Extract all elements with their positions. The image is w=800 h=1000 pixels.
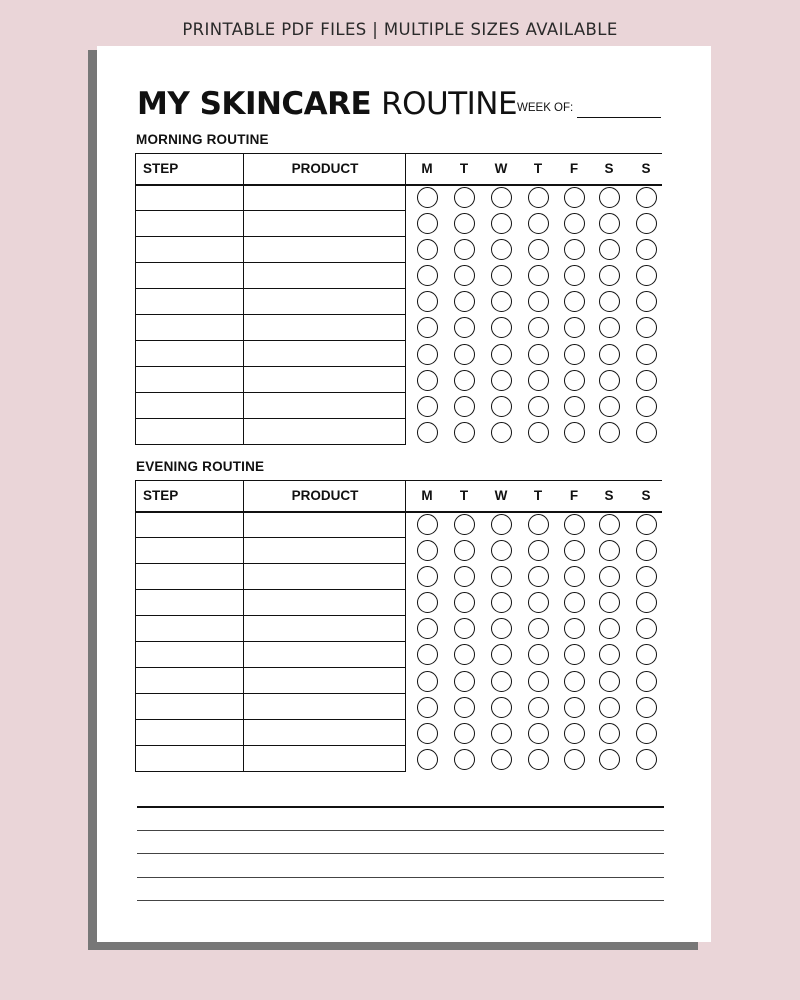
evening-checkbox-row [415,566,665,592]
planner-sheet [97,46,711,942]
morning-day-checkbox[interactable] [491,265,512,286]
evening-checkbox-row [415,671,665,697]
evening-day-checkbox[interactable] [564,592,585,613]
evening-day-checkbox[interactable] [528,540,549,561]
morning-day-checkbox[interactable] [454,396,475,417]
table-row [136,341,405,367]
evening-day-checkbox[interactable] [564,618,585,639]
morning-day-checkbox[interactable] [454,317,475,338]
evening-day-header: F [569,488,579,503]
evening-day-checkbox[interactable] [491,749,512,770]
morning-checkbox-row [415,213,665,239]
evening-day-checkbox[interactable] [599,514,620,535]
morning-product-cell[interactable] [244,393,406,418]
title-light: ROUTINE [381,86,518,122]
morning-day-checkbox[interactable] [564,265,585,286]
evening-product-cell[interactable] [244,538,406,563]
evening-checkbox-grid [415,514,665,775]
evening-day-header: T [533,488,543,503]
morning-day-checkbox[interactable] [491,239,512,260]
evening-day-checkbox[interactable] [491,671,512,692]
morning-day-checkbox[interactable] [491,422,512,443]
evening-table-header [135,480,662,513]
evening-day-checkbox[interactable] [636,540,657,561]
evening-step-cell[interactable] [136,668,244,693]
morning-day-checkbox[interactable] [491,396,512,417]
morning-product-cell[interactable] [244,237,406,262]
evening-day-checkbox[interactable] [454,566,475,587]
evening-day-header: S [641,488,651,503]
morning-day-header: M [421,161,433,176]
evening-day-checkbox[interactable] [417,697,438,718]
evening-day-checkbox[interactable] [564,749,585,770]
table-row [136,185,405,211]
morning-product-cell[interactable] [244,367,406,392]
morning-day-header: F [569,161,579,176]
morning-day-checkbox[interactable] [528,396,549,417]
evening-day-checkbox[interactable] [528,592,549,613]
notes-line[interactable] [137,877,664,878]
morning-day-checkbox[interactable] [417,422,438,443]
morning-checkbox-row [415,187,665,213]
evening-day-checkbox[interactable] [564,566,585,587]
morning-product-cell[interactable] [244,263,406,288]
evening-day-checkbox[interactable] [636,749,657,770]
morning-product-cell[interactable] [244,341,406,366]
evening-product-cell[interactable] [244,512,406,537]
morning-day-checkbox[interactable] [599,213,620,234]
evening-day-checkbox[interactable] [636,592,657,613]
morning-table-header [135,153,662,186]
table-row [136,720,405,746]
evening-day-checkbox[interactable] [636,514,657,535]
evening-product-header: PRODUCT [291,488,359,503]
evening-step-cell[interactable] [136,642,244,667]
evening-day-checkbox[interactable] [528,749,549,770]
morning-step-cell[interactable] [136,289,244,314]
evening-step-cell[interactable] [136,590,244,615]
table-row [136,393,405,419]
morning-day-checkbox[interactable] [528,187,549,208]
evening-routine-title: EVENING ROUTINE [136,459,265,474]
table-row [136,564,405,590]
evening-day-checkbox[interactable] [636,618,657,639]
morning-product-cell[interactable] [244,289,406,314]
morning-day-checkbox[interactable] [454,370,475,391]
notes-line[interactable] [137,806,664,808]
morning-checkbox-row [415,239,665,265]
morning-checkbox-row [415,422,665,448]
morning-checkbox-row [415,396,665,422]
morning-day-checkbox[interactable] [564,422,585,443]
evening-day-checkbox[interactable] [491,540,512,561]
morning-day-checkbox[interactable] [599,370,620,391]
evening-table-body [135,512,406,772]
morning-step-cell[interactable] [136,393,244,418]
morning-day-checkbox[interactable] [528,291,549,312]
evening-day-checkbox[interactable] [491,723,512,744]
morning-day-checkbox[interactable] [599,239,620,260]
evening-checkbox-row [415,749,665,775]
evening-day-checkbox[interactable] [454,618,475,639]
morning-day-checkbox[interactable] [636,187,657,208]
evening-day-checkbox[interactable] [417,749,438,770]
evening-day-checkbox[interactable] [454,514,475,535]
evening-day-checkbox[interactable] [528,723,549,744]
evening-day-header: T [459,488,469,503]
evening-step-cell[interactable] [136,512,244,537]
morning-day-checkbox[interactable] [491,370,512,391]
morning-day-header: W [494,161,508,176]
morning-day-checkbox[interactable] [491,187,512,208]
evening-day-checkbox[interactable] [599,671,620,692]
evening-day-checkbox[interactable] [528,697,549,718]
morning-day-checkbox[interactable] [528,370,549,391]
evening-product-cell[interactable] [244,668,406,693]
morning-day-checkbox[interactable] [454,265,475,286]
morning-day-checkbox[interactable] [417,213,438,234]
evening-product-cell[interactable] [244,746,406,771]
evening-day-checkbox[interactable] [599,540,620,561]
morning-day-checkbox[interactable] [599,396,620,417]
evening-day-checkbox[interactable] [528,618,549,639]
table-row [136,668,405,694]
morning-day-checkbox[interactable] [491,291,512,312]
evening-day-checkbox[interactable] [417,514,438,535]
table-row [136,616,405,642]
evening-step-cell[interactable] [136,564,244,589]
morning-day-checkbox[interactable] [564,187,585,208]
evening-day-checkbox[interactable] [564,644,585,665]
morning-product-cell[interactable] [244,315,406,340]
evening-checkbox-row [415,697,665,723]
morning-day-checkbox[interactable] [417,291,438,312]
table-row [136,538,405,564]
table-row [136,512,405,538]
evening-step-cell[interactable] [136,616,244,641]
morning-day-checkbox[interactable] [636,344,657,365]
morning-day-checkbox[interactable] [528,239,549,260]
morning-day-header: T [533,161,543,176]
evening-day-checkbox[interactable] [528,514,549,535]
morning-day-header: S [641,161,651,176]
morning-day-checkbox[interactable] [599,291,620,312]
evening-product-cell[interactable] [244,694,406,719]
morning-checkbox-row [415,344,665,370]
morning-day-checkbox[interactable] [599,265,620,286]
morning-step-cell[interactable] [136,315,244,340]
banner-text: PRINTABLE PDF FILES | MULTIPLE SIZES AVAILABLE [182,20,618,39]
evening-day-checkbox[interactable] [636,723,657,744]
evening-product-cell[interactable] [244,642,406,667]
evening-step-cell[interactable] [136,694,244,719]
morning-step-cell[interactable] [136,341,244,366]
week-of-label: WEEK OF: [517,102,574,114]
morning-product-header: PRODUCT [291,161,359,176]
evening-checkbox-row [415,540,665,566]
morning-day-checkbox[interactable] [491,213,512,234]
evening-day-checkbox[interactable] [564,514,585,535]
evening-day-checkbox[interactable] [491,592,512,613]
evening-day-checkbox[interactable] [564,697,585,718]
title-bold: MY SKINCARE [137,86,372,122]
evening-day-checkbox[interactable] [599,749,620,770]
morning-day-header: T [459,161,469,176]
morning-day-checkbox[interactable] [528,422,549,443]
evening-day-checkbox[interactable] [636,671,657,692]
morning-day-checkbox[interactable] [636,370,657,391]
table-row [136,237,405,263]
evening-day-checkbox[interactable] [564,540,585,561]
evening-product-cell[interactable] [244,616,406,641]
evening-day-checkbox[interactable] [599,618,620,639]
morning-step-cell[interactable] [136,211,244,236]
morning-step-cell[interactable] [136,263,244,288]
evening-step-cell[interactable] [136,746,244,771]
week-of-field[interactable] [577,117,661,118]
evening-day-checkbox[interactable] [528,644,549,665]
evening-day-checkbox[interactable] [417,723,438,744]
evening-day-checkbox[interactable] [564,671,585,692]
evening-day-checkbox[interactable] [454,723,475,744]
notes-line[interactable] [137,853,664,854]
morning-day-checkbox[interactable] [564,396,585,417]
evening-day-checkbox[interactable] [417,644,438,665]
evening-day-checkbox[interactable] [417,618,438,639]
evening-day-checkbox[interactable] [491,618,512,639]
evening-product-cell[interactable] [244,590,406,615]
morning-checkbox-row [415,370,665,396]
evening-day-header: S [604,488,614,503]
morning-day-checkbox[interactable] [491,344,512,365]
notes-line[interactable] [137,900,664,901]
morning-day-checkbox[interactable] [636,239,657,260]
evening-day-checkbox[interactable] [636,697,657,718]
table-row [136,590,405,616]
morning-step-cell[interactable] [136,185,244,210]
evening-day-checkbox[interactable] [599,566,620,587]
evening-day-header: W [494,488,508,503]
morning-step-cell[interactable] [136,237,244,262]
morning-product-cell[interactable] [244,419,406,444]
evening-step-cell[interactable] [136,720,244,745]
morning-day-checkbox[interactable] [599,317,620,338]
morning-day-checkbox[interactable] [417,370,438,391]
evening-day-checkbox[interactable] [491,644,512,665]
page-title [137,86,517,122]
morning-day-checkbox[interactable] [564,370,585,391]
morning-routine-title: MORNING ROUTINE [136,132,269,147]
morning-product-cell[interactable] [244,211,406,236]
table-row [136,642,405,668]
evening-day-checkbox[interactable] [454,697,475,718]
morning-step-cell[interactable] [136,367,244,392]
evening-day-checkbox[interactable] [491,697,512,718]
evening-day-checkbox[interactable] [454,592,475,613]
morning-checkbox-row [415,291,665,317]
morning-day-checkbox[interactable] [454,344,475,365]
evening-checkbox-row [415,644,665,670]
evening-day-checkbox[interactable] [599,644,620,665]
evening-day-checkbox[interactable] [599,697,620,718]
table-row [136,694,405,720]
evening-step-header: STEP [143,488,179,503]
morning-step-cell[interactable] [136,419,244,444]
table-row [136,367,405,393]
evening-day-checkbox[interactable] [417,566,438,587]
evening-day-checkbox[interactable] [491,566,512,587]
morning-day-checkbox[interactable] [528,213,549,234]
evening-day-checkbox[interactable] [491,514,512,535]
morning-day-checkbox[interactable] [528,317,549,338]
evening-day-checkbox[interactable] [528,566,549,587]
morning-day-checkbox[interactable] [636,291,657,312]
evening-day-checkbox[interactable] [528,671,549,692]
evening-day-checkbox[interactable] [454,671,475,692]
evening-day-checkbox[interactable] [454,644,475,665]
evening-checkbox-row [415,514,665,540]
morning-day-checkbox[interactable] [417,239,438,260]
morning-day-checkbox[interactable] [636,213,657,234]
morning-checkbox-row [415,317,665,343]
evening-checkbox-row [415,723,665,749]
morning-product-cell[interactable] [244,185,406,210]
evening-product-cell[interactable] [244,564,406,589]
evening-checkbox-row [415,618,665,644]
morning-day-checkbox[interactable] [417,265,438,286]
evening-day-checkbox[interactable] [636,644,657,665]
morning-day-checkbox[interactable] [454,187,475,208]
morning-day-checkbox[interactable] [491,317,512,338]
evening-day-checkbox[interactable] [599,723,620,744]
morning-day-checkbox[interactable] [599,422,620,443]
table-row [136,315,405,341]
evening-day-checkbox[interactable] [599,592,620,613]
morning-checkbox-grid [415,187,665,448]
morning-day-checkbox[interactable] [564,291,585,312]
morning-day-checkbox[interactable] [636,396,657,417]
evening-day-checkbox[interactable] [454,540,475,561]
table-row [136,419,405,445]
morning-day-checkbox[interactable] [636,422,657,443]
evening-day-checkbox[interactable] [454,749,475,770]
morning-day-checkbox[interactable] [564,213,585,234]
morning-day-checkbox[interactable] [454,213,475,234]
morning-day-header: S [604,161,614,176]
evening-day-checkbox[interactable] [417,540,438,561]
morning-day-checkbox[interactable] [417,187,438,208]
morning-day-checkbox[interactable] [528,265,549,286]
morning-day-checkbox[interactable] [417,317,438,338]
evening-day-header: M [421,488,433,503]
morning-step-header: STEP [143,161,179,176]
table-row [136,289,405,315]
notes-line[interactable] [137,830,664,831]
evening-checkbox-row [415,592,665,618]
morning-table-body [135,185,406,445]
morning-day-checkbox[interactable] [564,344,585,365]
morning-day-checkbox[interactable] [528,344,549,365]
evening-day-checkbox[interactable] [636,566,657,587]
morning-day-checkbox[interactable] [599,187,620,208]
morning-day-checkbox[interactable] [599,344,620,365]
morning-day-checkbox[interactable] [417,396,438,417]
morning-day-checkbox[interactable] [454,291,475,312]
evening-step-cell[interactable] [136,538,244,563]
table-row [136,263,405,289]
evening-product-cell[interactable] [244,720,406,745]
morning-checkbox-row [415,265,665,291]
evening-day-checkbox[interactable] [417,671,438,692]
morning-day-checkbox[interactable] [417,344,438,365]
evening-day-checkbox[interactable] [417,592,438,613]
morning-day-checkbox[interactable] [454,422,475,443]
table-row [136,211,405,237]
morning-day-checkbox[interactable] [636,317,657,338]
evening-day-checkbox[interactable] [564,723,585,744]
morning-day-checkbox[interactable] [636,265,657,286]
table-row [136,746,405,772]
morning-day-checkbox[interactable] [564,317,585,338]
morning-day-checkbox[interactable] [564,239,585,260]
morning-day-checkbox[interactable] [454,239,475,260]
